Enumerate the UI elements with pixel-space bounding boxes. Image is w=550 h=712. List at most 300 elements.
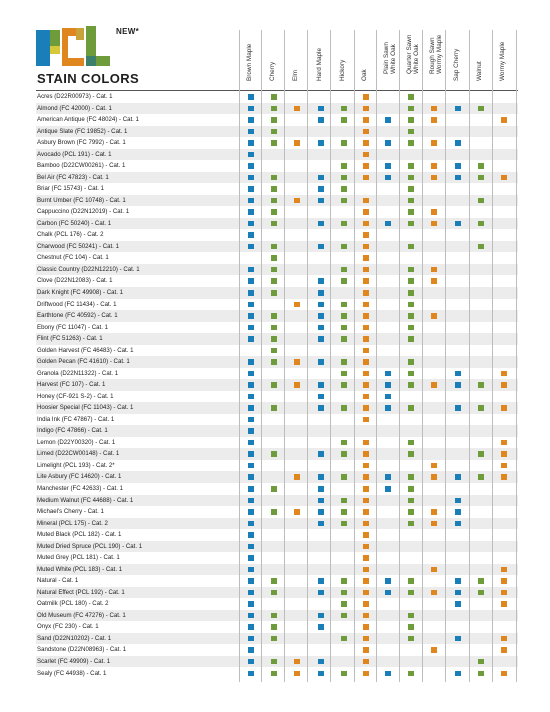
availability-marker [478, 451, 484, 457]
availability-marker [318, 359, 324, 365]
stain-name: Old Museum (FC 47276) - Cat. 1 [37, 611, 126, 619]
availability-marker [431, 313, 437, 319]
availability-marker [431, 175, 437, 181]
availability-marker [248, 671, 254, 677]
availability-marker [341, 671, 347, 677]
availability-marker [248, 613, 254, 619]
availability-marker [363, 106, 369, 112]
availability-marker [408, 498, 414, 504]
stain-name: Classic Country (D22N12210) - Cat. 1 [37, 265, 140, 273]
availability-marker [248, 371, 254, 377]
availability-marker [363, 624, 369, 630]
availability-marker [248, 163, 254, 169]
availability-marker [248, 140, 254, 146]
availability-marker [248, 509, 254, 515]
availability-marker [363, 198, 369, 204]
availability-marker [408, 221, 414, 227]
availability-marker [478, 474, 484, 480]
availability-marker [363, 209, 369, 215]
availability-marker [363, 325, 369, 331]
availability-marker [431, 509, 437, 515]
column-separator [239, 30, 240, 682]
column-header-label: Quarter Sawn White Oak [406, 34, 420, 74]
column-separator [492, 30, 493, 682]
availability-marker [408, 336, 414, 342]
availability-marker [248, 624, 254, 630]
availability-marker [363, 221, 369, 227]
stain-name: Lite Asbury (FC 14620) - Cat. 1 [37, 473, 122, 481]
stain-name: Asbury Brown (FC 7992) - Cat. 1 [37, 139, 126, 147]
availability-marker [341, 244, 347, 250]
availability-marker [318, 498, 324, 504]
availability-marker [501, 371, 507, 377]
availability-marker [363, 671, 369, 677]
stain-name: Flint (FC 51263) - Cat. 1 [37, 335, 103, 343]
column-header [475, 22, 497, 88]
availability-marker [408, 175, 414, 181]
availability-marker [248, 590, 254, 596]
availability-marker [501, 590, 507, 596]
availability-marker [408, 359, 414, 365]
availability-marker [341, 359, 347, 365]
column-header-label: Hickory [339, 59, 346, 81]
availability-marker [318, 140, 324, 146]
availability-marker [294, 382, 300, 388]
availability-marker [318, 659, 324, 665]
column-header [382, 22, 404, 88]
availability-marker [271, 359, 277, 365]
availability-marker [455, 636, 461, 642]
stain-name: Chalk (PCL 176) - Cat. 2 [37, 231, 104, 239]
column-header-label: Brown Maple [246, 43, 253, 81]
availability-marker [294, 302, 300, 308]
column-header-label: Elm [292, 69, 299, 81]
availability-marker [431, 521, 437, 527]
availability-marker [363, 440, 369, 446]
availability-marker [363, 647, 369, 653]
availability-marker [294, 509, 300, 515]
column-separator [261, 30, 262, 682]
availability-marker [271, 509, 277, 515]
availability-marker [271, 405, 277, 411]
column-separator [376, 30, 377, 682]
stain-name: Bel Air (FC 47823) - Cat. 1 [37, 173, 109, 181]
stain-name: Chestnut (FC 104) - Cat. 1 [37, 254, 109, 262]
availability-marker [248, 474, 254, 480]
availability-marker [501, 382, 507, 388]
availability-marker [248, 175, 254, 181]
availability-marker [408, 325, 414, 331]
availability-marker [248, 405, 254, 411]
availability-marker [431, 267, 437, 273]
availability-marker [363, 140, 369, 146]
availability-marker [501, 440, 507, 446]
availability-marker [341, 198, 347, 204]
availability-marker [408, 671, 414, 677]
availability-marker [385, 175, 391, 181]
availability-marker [248, 336, 254, 342]
stain-name: Earthtone (FC 40592) - Cat. 1 [37, 312, 118, 320]
availability-marker [431, 590, 437, 596]
availability-marker [341, 636, 347, 642]
availability-marker [363, 255, 369, 261]
availability-marker [341, 509, 347, 515]
availability-marker [248, 209, 254, 215]
availability-marker [248, 521, 254, 527]
availability-marker [363, 313, 369, 319]
availability-marker [408, 624, 414, 630]
column-separator [354, 30, 355, 682]
availability-marker [341, 325, 347, 331]
availability-marker [341, 521, 347, 527]
availability-marker [431, 647, 437, 653]
availability-marker [248, 636, 254, 642]
availability-marker [478, 671, 484, 677]
availability-marker [271, 175, 277, 181]
stain-name: Granola (D22N11322) - Cat. 1 [37, 369, 119, 377]
availability-marker [363, 244, 369, 250]
availability-marker [363, 290, 369, 296]
availability-marker [408, 278, 414, 284]
availability-marker [341, 302, 347, 308]
availability-marker [318, 221, 324, 227]
availability-marker [408, 590, 414, 596]
column-header-label: Hard Maple [316, 47, 323, 81]
availability-marker [341, 590, 347, 596]
availability-marker [408, 302, 414, 308]
availability-marker [501, 451, 507, 457]
availability-marker [385, 221, 391, 227]
availability-marker [408, 371, 414, 377]
stain-name: Acres (D22R00973) - Cat. 1 [37, 93, 113, 100]
availability-marker [248, 498, 254, 504]
availability-marker [271, 451, 277, 457]
availability-marker [408, 578, 414, 584]
availability-marker [408, 163, 414, 169]
availability-marker [363, 578, 369, 584]
stain-name: Carbon (FC 50240) - Cat. 1 [37, 219, 112, 227]
column-headers [0, 0, 550, 92]
availability-marker [408, 474, 414, 480]
availability-marker [248, 278, 254, 284]
availability-marker [318, 590, 324, 596]
availability-marker [271, 325, 277, 331]
column-separator [422, 30, 423, 682]
stain-name: Dark Knight (FC 49908) - Cat. 1 [37, 289, 124, 296]
availability-marker [318, 624, 324, 630]
availability-marker [248, 394, 254, 400]
stain-name: Almond (FC 42000) - Cat. 1 [37, 104, 112, 112]
availability-marker [248, 94, 254, 100]
stain-name: Honey (CF-921 S-2) - Cat. 1 [37, 392, 114, 400]
availability-marker [318, 325, 324, 331]
availability-marker [478, 590, 484, 596]
availability-marker [248, 117, 254, 123]
availability-marker [318, 117, 324, 123]
stain-name: Scarlet (FC 49909) - Cat. 1 [37, 657, 111, 665]
availability-marker [501, 463, 507, 469]
availability-marker [271, 671, 277, 677]
column-header [360, 22, 382, 88]
availability-marker [478, 106, 484, 112]
availability-marker [271, 348, 277, 354]
column-header-label: Wormy Maple [499, 41, 506, 81]
availability-marker [363, 590, 369, 596]
stain-name: Driftwood (FC 11434) - Cat. 1 [37, 300, 117, 308]
availability-marker [318, 671, 324, 677]
availability-marker [318, 313, 324, 319]
availability-marker [363, 394, 369, 400]
availability-marker [318, 486, 324, 492]
availability-marker [248, 302, 254, 308]
availability-marker [478, 578, 484, 584]
availability-marker [455, 474, 461, 480]
stain-name: Charwood (FC 50241) - Cat. 1 [37, 242, 119, 250]
availability-marker [318, 186, 324, 192]
availability-marker [363, 94, 369, 100]
column-header [268, 22, 290, 88]
availability-marker [408, 521, 414, 527]
availability-marker [431, 221, 437, 227]
availability-marker [385, 382, 391, 388]
availability-marker [385, 486, 391, 492]
availability-marker [363, 555, 369, 561]
availability-marker [341, 601, 347, 607]
stain-name: Mineral (PCL 175) - Cat. 2 [37, 519, 108, 527]
availability-marker [455, 405, 461, 411]
column-header [315, 22, 337, 88]
availability-marker [271, 382, 277, 388]
availability-marker [478, 198, 484, 204]
column-separator [284, 30, 285, 682]
availability-marker [341, 278, 347, 284]
availability-marker [271, 140, 277, 146]
availability-marker [341, 117, 347, 123]
availability-marker [271, 590, 277, 596]
stain-name: Lemon (D22Y00320) - Cat. 1 [37, 438, 116, 446]
availability-marker [363, 474, 369, 480]
availability-marker [248, 428, 254, 434]
availability-marker [271, 290, 277, 296]
stain-name: Muted Dried Spruce (PCL 190) - Cat. 1 [37, 542, 143, 550]
availability-marker [318, 578, 324, 584]
availability-marker [363, 232, 369, 238]
availability-marker [408, 244, 414, 250]
availability-marker [431, 567, 437, 573]
availability-marker [318, 290, 324, 296]
stain-name: Natural - Cat. 1 [37, 577, 79, 585]
availability-marker [363, 613, 369, 619]
availability-marker [385, 671, 391, 677]
stain-name: Burnt Umber (FC 10748) - Cat. 1 [37, 196, 126, 204]
availability-marker [363, 451, 369, 457]
availability-marker [363, 521, 369, 527]
availability-marker [271, 659, 277, 665]
availability-marker [248, 267, 254, 273]
availability-marker [271, 209, 277, 215]
availability-marker [363, 359, 369, 365]
availability-marker [248, 325, 254, 331]
availability-marker [385, 140, 391, 146]
availability-marker [408, 290, 414, 296]
availability-marker [248, 601, 254, 607]
stain-name: Muted White (PCL 183) - Cat. 1 [37, 565, 123, 573]
availability-marker [363, 129, 369, 135]
availability-marker [318, 521, 324, 527]
availability-marker [363, 567, 369, 573]
stain-name: Indigo (FC 47866) - Cat. 1 [37, 427, 108, 435]
availability-marker [478, 405, 484, 411]
availability-marker [341, 267, 347, 273]
availability-marker [363, 336, 369, 342]
availability-marker [455, 601, 461, 607]
availability-marker [341, 498, 347, 504]
availability-marker [271, 255, 277, 261]
availability-marker [248, 544, 254, 550]
availability-marker [455, 671, 461, 677]
availability-marker [478, 163, 484, 169]
availability-marker [385, 578, 391, 584]
availability-marker [271, 106, 277, 112]
availability-marker [271, 221, 277, 227]
stain-name: Bamboo (D22CW00261) - Cat. 1 [37, 162, 126, 170]
availability-marker [318, 394, 324, 400]
stain-name: Natural Effect (PCL 192) - Cat. 1 [37, 588, 125, 596]
availability-marker [248, 659, 254, 665]
stain-name: Muted Black (PCL 182) - Cat. 1 [37, 531, 122, 539]
column-header [291, 22, 313, 88]
availability-marker [271, 578, 277, 584]
availability-marker [248, 290, 254, 296]
availability-marker [385, 371, 391, 377]
availability-marker [294, 671, 300, 677]
availability-marker [455, 221, 461, 227]
availability-marker [248, 647, 254, 653]
column-separator [330, 30, 331, 682]
availability-marker [363, 267, 369, 273]
availability-marker [271, 624, 277, 630]
availability-marker [385, 474, 391, 480]
availability-marker [271, 186, 277, 192]
availability-marker [455, 371, 461, 377]
availability-marker [431, 382, 437, 388]
availability-marker [271, 117, 277, 123]
availability-marker [318, 474, 324, 480]
availability-marker [455, 590, 461, 596]
stain-name: Avocado (PCL 191) - Cat. 1 [37, 150, 112, 158]
availability-marker [431, 106, 437, 112]
availability-marker [363, 371, 369, 377]
availability-marker [248, 567, 254, 573]
stain-name: Golden Pecan (FC 41610) - Cat. 1 [37, 358, 130, 366]
availability-marker [248, 198, 254, 204]
availability-marker [248, 486, 254, 492]
availability-marker [455, 521, 461, 527]
availability-marker [408, 440, 414, 446]
new-badge: NEW* [116, 27, 139, 36]
column-separator [469, 30, 470, 682]
stain-name: Muted Grey (PCL 181) - Cat. 1 [37, 554, 120, 562]
stain-name: Onyx (FC 230) - Cat. 1 [37, 623, 99, 631]
availability-marker [501, 647, 507, 653]
availability-marker [271, 267, 277, 273]
availability-marker [341, 371, 347, 377]
availability-marker [408, 613, 414, 619]
availability-marker [248, 417, 254, 423]
availability-marker [363, 509, 369, 515]
column-header [245, 22, 267, 88]
availability-marker [408, 198, 414, 204]
column-header [405, 22, 427, 88]
availability-marker [408, 451, 414, 457]
availability-marker [294, 359, 300, 365]
availability-marker [271, 313, 277, 319]
availability-marker [341, 474, 347, 480]
availability-marker [294, 659, 300, 665]
availability-marker [341, 106, 347, 112]
availability-marker [408, 486, 414, 492]
column-separator [307, 30, 308, 682]
availability-marker [363, 348, 369, 354]
availability-marker [431, 117, 437, 123]
availability-marker [341, 175, 347, 181]
availability-marker [294, 198, 300, 204]
availability-marker [271, 278, 277, 284]
availability-marker [385, 163, 391, 169]
availability-marker [408, 106, 414, 112]
availability-marker [341, 186, 347, 192]
availability-marker [341, 440, 347, 446]
stain-name: Michael's Cherry - Cat. 1 [37, 508, 104, 516]
availability-marker [341, 221, 347, 227]
availability-marker [248, 313, 254, 319]
availability-marker [408, 405, 414, 411]
availability-marker [318, 175, 324, 181]
page-title: STAIN COLORS [37, 71, 140, 86]
availability-marker [455, 578, 461, 584]
availability-marker [363, 117, 369, 123]
availability-marker [478, 175, 484, 181]
availability-marker [501, 175, 507, 181]
availability-marker [501, 671, 507, 677]
availability-marker [431, 140, 437, 146]
availability-marker [363, 152, 369, 158]
availability-marker [455, 140, 461, 146]
availability-marker [318, 451, 324, 457]
availability-marker [341, 313, 347, 319]
column-separator [445, 30, 446, 682]
availability-marker [341, 578, 347, 584]
stain-name: Harvest (FC 107) - Cat. 1 [37, 381, 106, 389]
availability-marker [318, 336, 324, 342]
column-header-label: Walnut [476, 61, 483, 81]
availability-marker [248, 359, 254, 365]
availability-marker [363, 278, 369, 284]
column-header-label: Oak [361, 69, 368, 81]
availability-marker [455, 106, 461, 112]
stain-name: Sand (D22N10202) - Cat. 1 [37, 634, 112, 642]
availability-marker [478, 382, 484, 388]
availability-marker [408, 117, 414, 123]
stain-name: Antique Slate (FC 19852) - Cat. 1 [37, 127, 128, 135]
availability-marker [363, 486, 369, 492]
availability-marker [248, 440, 254, 446]
availability-marker [248, 451, 254, 457]
availability-marker [363, 463, 369, 469]
availability-marker [363, 532, 369, 538]
availability-marker [478, 659, 484, 665]
availability-marker [294, 106, 300, 112]
